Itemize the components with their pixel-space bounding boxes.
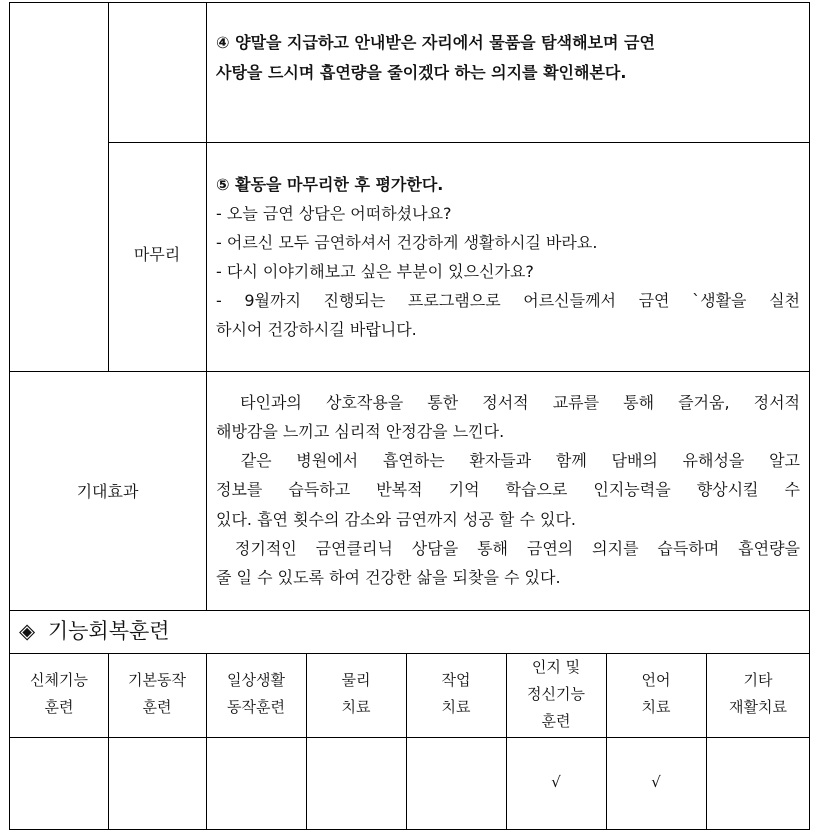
expected-effects-label: 기대효과 [76, 482, 139, 501]
effect-line: 같은 병원에서 흡연하는 환자들과 함께 담배의 유해성을 알고 [216, 451, 800, 470]
effect-line: 해방감을 느끼고 심리적 안정감을 느낀다. [216, 422, 505, 441]
header-other-rehab: 기타 재활치료 [729, 671, 787, 716]
step4-line2: 사탕을 드시며 흡연량을 줄이겠다 하는 의지를 확인해본다. [216, 63, 627, 82]
section-heading [19, 615, 170, 647]
effect-line: 정기적인 금연클리닉 상담을 통해 금연의 의지를 습득하며 흡연량을 [216, 539, 800, 558]
table-border-bottom [9, 829, 810, 830]
table-border-top [9, 2, 810, 3]
header-physical-therapy: 물리 치료 [341, 671, 371, 716]
step5-item: - 오늘 금연 상담은 어떠하셨나요? [216, 204, 452, 223]
section-title: 기능회복훈련 [47, 619, 170, 643]
header-daily-living: 일상생활 동작훈련 [227, 671, 285, 716]
header-cognitive-mental: 인지 및 정신기능 훈련 [527, 658, 585, 730]
step5-item: - 다시 이야기해보고 싶은 부분이 있으신가요? [216, 262, 534, 281]
divider [9, 610, 810, 611]
divider [9, 737, 810, 738]
header-occupational-therapy: 작업 치료 [441, 671, 471, 716]
divider [206, 2, 207, 610]
divider [108, 142, 809, 143]
closing-label: 마무리 [133, 245, 181, 264]
effect-line: 정보를 습득하고 반복적 기억 학습으로 인지능력을 향상시킬 수 [216, 480, 800, 499]
check-mark-cognitive: √ [551, 773, 561, 791]
header-speech-therapy: 언어 치료 [641, 671, 671, 716]
step5-heading: ⑤ 활동을 마무리한 후 평가한다. [216, 175, 444, 194]
step5-item: 하시어 건강하시길 바랍니다. [216, 320, 417, 339]
effect-line: 줄 일 수 있도록 하여 건강한 삶을 되찾을 수 있다. [216, 568, 561, 587]
step5-item: - 9월까지 진행되는 프로그램으로 어르신들께서 금연 `생활을 실천 [216, 291, 800, 310]
effect-line: 타인과의 상호작용을 통한 정서적 교류를 통해 즐거움, 정서적 [216, 393, 800, 412]
check-mark-speech: √ [651, 773, 661, 791]
header-basic-motion: 기본동작 훈련 [128, 671, 186, 716]
divider [9, 653, 810, 654]
step5-item: - 어르신 모두 금연하셔서 건강하게 생활하시길 바라요. [216, 233, 598, 252]
header-physical-function: 신체기능 훈련 [30, 671, 88, 716]
effect-line: 있다. 흡연 횟수의 감소와 금연까지 성공 할 수 있다. [216, 510, 576, 529]
divider [9, 371, 810, 372]
step4-line1: ④ 양말을 지급하고 안내받은 자리에서 물품을 탐색해보며 금연 [216, 33, 655, 52]
divider [108, 2, 109, 371]
diamond-marker-icon: ◈ [19, 619, 36, 643]
